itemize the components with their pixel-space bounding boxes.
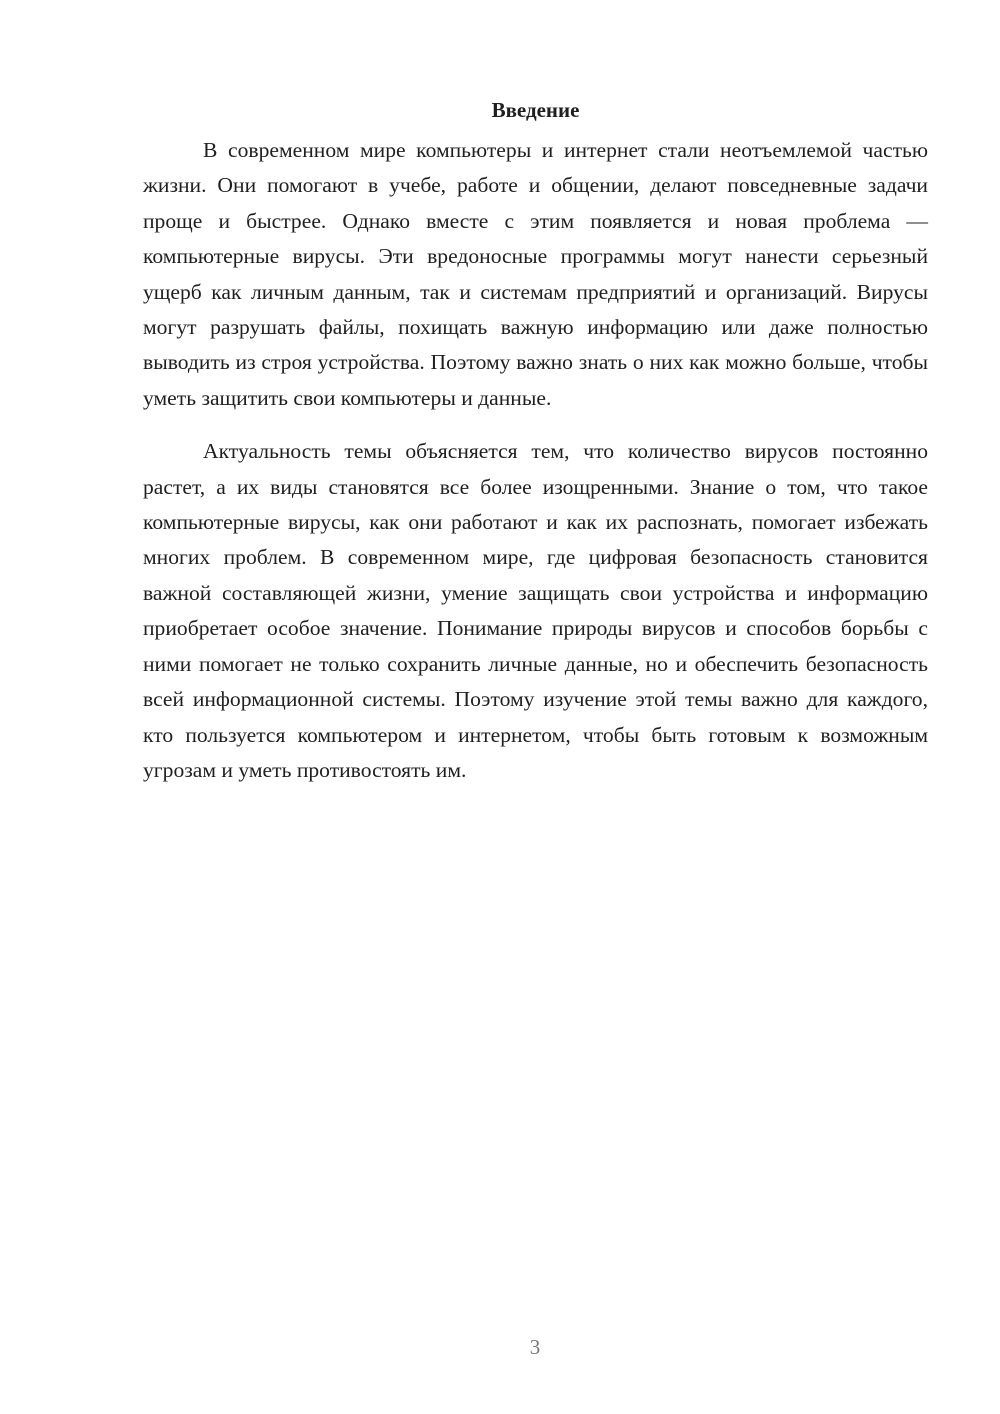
paragraph-relevance: Актуальность темы объясняется тем, что количество вирусов постоянно растет, а их виды становятся все более изощренными. Знание о том, что такое компьютерные вирусы, как они работают и как их распознать, помогает избежать многих проблем. В современном мире, где цифровая безопасность становится важной составляющей жизни, умение защищать свои устройства и информацию приобретает особое значение. Понимание природы вирусов и способов борьбы с ними помогает не только сохранить личные данные, но и обеспечить безопасность всей информационной системы. Поэтому изучение этой темы важно для каждого, кто пользуется компьютером и интернетом, чтобы быть готовым к возможным угрозам и уметь противостоять им. xyxy=(143,439,928,782)
section-title: Введение xyxy=(491,98,580,122)
page-content xyxy=(143,95,928,788)
paragraph-intro: В современном мире компьютеры и интернет стали неотъемлемой частью жизни. Они помогают в учебе, работе и общении, делают повседневные задачи проще и быстрее. Однако вместе с этим появляется и новая проблема — компьютерные вирусы. Эти вредоносные программы могут нанести серьезный ущерб как личным данным, так и системам предприятий и организаций. Вирусы могут разрушать файлы, похищать важную информацию или даже полностью выводить из строя устройства. Поэтому важно знать о них как можно больше, чтобы уметь защитить свои компьютеры и данные. xyxy=(143,138,928,410)
page-number: 3 xyxy=(529,1335,541,1359)
